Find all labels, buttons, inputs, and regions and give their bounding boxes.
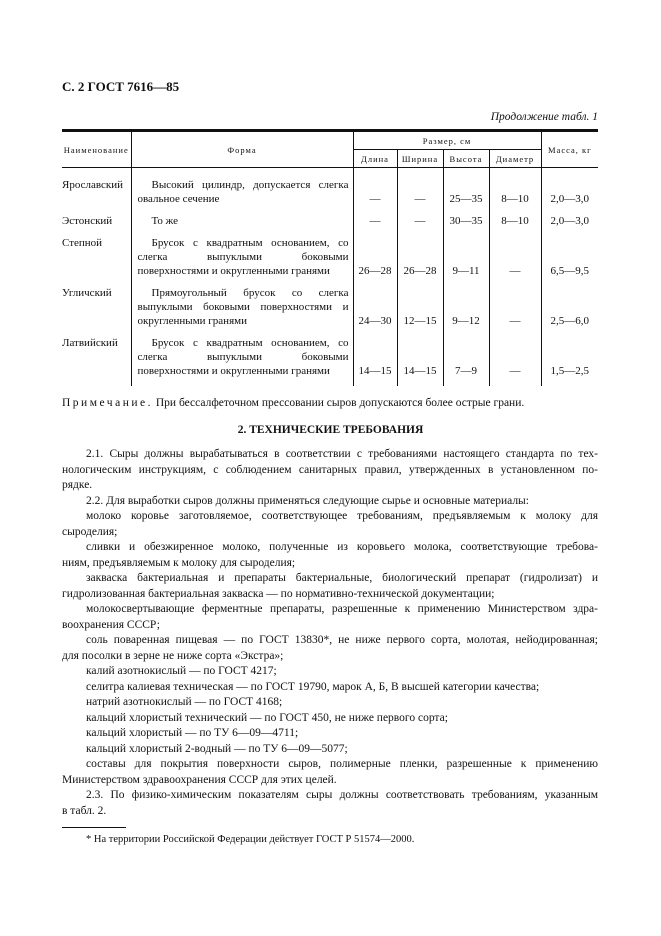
section-title: 2. ТЕХНИЧЕСКИЕ ТРЕБОВАНИЯ	[237, 424, 424, 436]
paragraph-line: 2.3. По физико-химическим показателям сыры должны соответствовать требованиям, указанным	[86, 789, 598, 801]
paragraph	[62, 509, 598, 540]
cell-width: —	[397, 214, 443, 236]
table-row	[62, 236, 598, 286]
cell-form: Высокий цилиндр, допускается слегка овальное сечение	[131, 168, 353, 215]
cell-name: Латвийский	[62, 337, 118, 349]
paragraph-line: сыроделия;	[62, 525, 118, 538]
cell-height: 7—9	[443, 336, 489, 386]
cell-height: 9—12	[443, 286, 489, 336]
paragraph-line: для посолки в зерне не ниже сорта «Экстра»;	[62, 649, 284, 662]
cell-width: 12—15	[397, 286, 443, 336]
table-row	[62, 214, 598, 236]
paragraph	[62, 447, 598, 494]
paragraph	[62, 540, 598, 571]
paragraph-line: молоко коровье заготовляемое, соответствующее требованиям, предъявляемым к молоку для	[86, 510, 598, 522]
cell-name: Угличский	[62, 287, 112, 299]
paragraph	[62, 571, 598, 602]
cell-diameter: 8—10	[489, 168, 541, 215]
cheese-shape-table	[62, 129, 598, 386]
cell-height: 25—35	[443, 168, 489, 215]
paragraph-line: кальций хлористый технический — по ГОСТ 450, не ниже первого сорта;	[86, 711, 448, 724]
header-width: Ширина	[397, 150, 443, 168]
cell-height: 30—35	[443, 214, 489, 236]
paragraph-line: натрий азотнокислый — по ГОСТ 4168;	[86, 696, 283, 708]
cell-mass: 2,0—3,0	[541, 168, 598, 215]
cell-length: —	[353, 214, 397, 236]
paragraph	[62, 788, 598, 819]
paragraph	[62, 680, 598, 696]
header-length: Длина	[353, 150, 397, 168]
note-text: При бессалфеточном прессовании сыров допускаются более острые грани.	[152, 397, 525, 409]
table-continuation-label: Продолжение табл. 1	[490, 111, 598, 123]
paragraph-line: ниям, предъявляемым к молоку для сыроделия;	[62, 556, 296, 569]
cell-width: —	[397, 168, 443, 215]
header-form: Форма	[131, 131, 353, 168]
table-row	[62, 336, 598, 386]
cell-length: 24—30	[353, 286, 397, 336]
header-size: Размер, см	[353, 131, 541, 150]
cell-mass: 1,5—2,5	[541, 336, 598, 386]
paragraph	[62, 494, 598, 510]
cell-mass: 6,5—9,5	[541, 236, 598, 286]
paragraph-line: сливки и обезжиренное молоко, полученные из коровьего молока, соответствующие требова-	[86, 541, 598, 553]
paragraph-line: калий азотнокислый — по ГОСТ 4217;	[86, 665, 277, 677]
paragraph-line: рядке.	[62, 479, 93, 491]
paragraph	[62, 695, 598, 711]
cell-form: То же	[131, 214, 353, 236]
cell-diameter: —	[489, 286, 541, 336]
paragraph-line: соль поваренная пищевая — по ГОСТ 13830*, не ниже первого сорта, молотая, нейодированная;	[86, 634, 598, 646]
cell-length: 26—28	[353, 236, 397, 286]
cell-height: 9—11	[443, 236, 489, 286]
paragraph-line: селитра калиевая техническая — по ГОСТ 19790, марок А, Б, В высшей категории качества;	[86, 680, 540, 693]
paragraph-line: Министерством здравоохранения СССР для этих целей.	[62, 773, 337, 786]
paragraph-line: молокосвертывающие ферментные препараты, разрешенные к применению Министерством здра-	[86, 603, 598, 615]
cell-form: Брусок с квадратным основанием, со слегка выпуклыми боковыми поверхностями и округленными гранями	[131, 236, 353, 286]
cell-form: Прямоугольный брусок со слегка выпуклыми боковыми поверхностями и округленными гранями	[131, 286, 353, 336]
header-name: Наименование	[62, 131, 131, 168]
header-height: Высота	[443, 150, 489, 168]
paragraph	[62, 602, 598, 633]
paragraph-line: 2.1. Сыры должны вырабатываться в соответствии с требованиями настоящего стандарта по тех-	[86, 448, 598, 460]
table-note	[62, 397, 524, 409]
section-body	[62, 447, 598, 819]
paragraph-line: кальций хлористый 2-водный — по ТУ 6—09—5077;	[86, 742, 348, 755]
cell-name: Степной	[62, 237, 103, 249]
cell-mass: 2,5—6,0	[541, 286, 598, 336]
cell-form: Брусок с квадратным основанием, со слегка выпуклыми боковыми поверхностями и округленными гранями	[131, 336, 353, 386]
paragraph-line: составы для покрытия поверхности сыров, полимерные пленки, разрешенные к применению	[86, 758, 598, 770]
cell-width: 14—15	[397, 336, 443, 386]
cell-mass: 2,0—3,0	[541, 214, 598, 236]
paragraph-line: гидролизованная бактериальная закваска — по нормативно-технической документации;	[62, 587, 495, 600]
cell-length: —	[353, 168, 397, 215]
paragraph-line: закваска бактериальная и препараты бактериальные, биологический препарат (гидролизат) и	[86, 572, 598, 584]
paragraph-line: кальций хлористый — по ТУ 6—09—4711;	[86, 727, 299, 739]
cell-width: 26—28	[397, 236, 443, 286]
cell-name: Ярославский	[62, 179, 123, 191]
header-mass: Масса, кг	[541, 131, 598, 168]
paragraph-line: воохранения СССР;	[62, 618, 160, 631]
paragraph	[62, 742, 598, 758]
footnote-divider	[62, 827, 126, 828]
cell-length: 14—15	[353, 336, 397, 386]
table-row	[62, 286, 598, 336]
cell-diameter: —	[489, 236, 541, 286]
paragraph	[62, 664, 598, 680]
note-label: Примечание.	[62, 397, 153, 409]
paragraph-line: 2.2. Для выработки сыров должны применяться следующие сырье и основные материалы:	[86, 494, 529, 507]
paragraph	[62, 757, 598, 788]
paragraph	[62, 726, 598, 742]
table-row	[62, 168, 598, 215]
cell-diameter: 8—10	[489, 214, 541, 236]
cell-diameter: —	[489, 336, 541, 386]
paragraph	[62, 633, 598, 664]
paragraph-line: в табл. 2.	[62, 804, 107, 817]
header-diameter: Диаметр	[489, 150, 541, 168]
footnote: * На территории Российской Федерации действует ГОСТ Р 51574—2000.	[86, 834, 415, 845]
page-header: С. 2 ГОСТ 7616—85	[62, 79, 180, 94]
cell-name: Эстонский	[62, 215, 113, 227]
paragraph	[62, 711, 598, 727]
paragraph-line: нологическим инструкциям, с соблюдением санитарных правил, утвержденных в установленном по-	[62, 463, 598, 476]
